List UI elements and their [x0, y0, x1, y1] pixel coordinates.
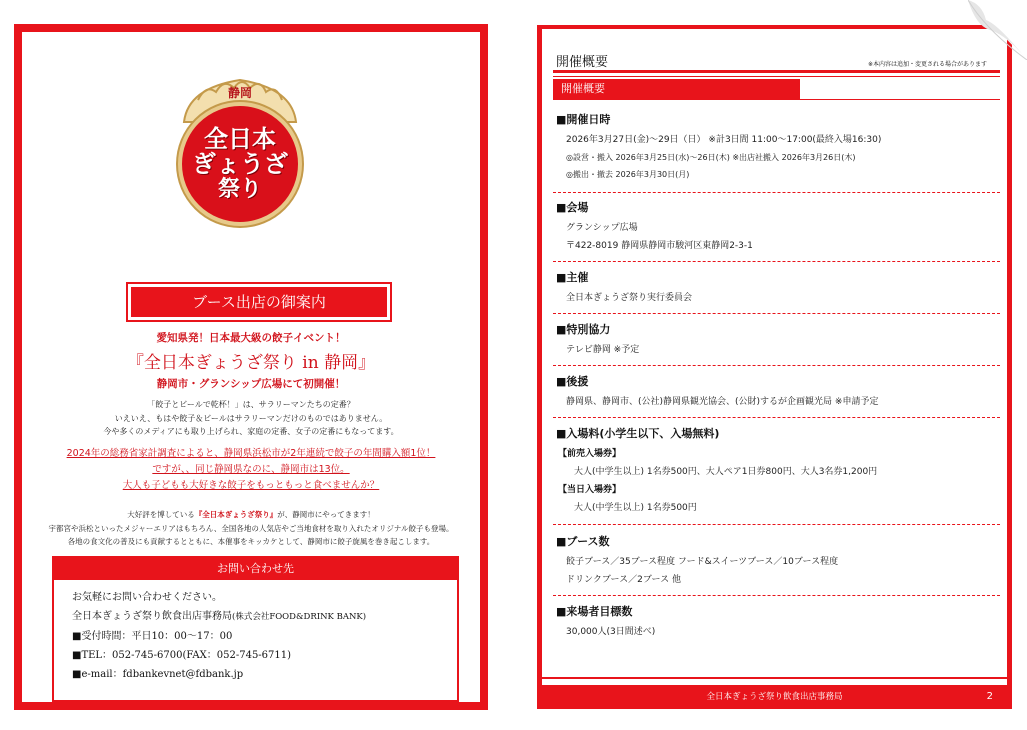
stat-line: 大人も子どもも大好きな餃子をもっともっと食べませんか？	[122, 480, 380, 491]
contact-hours: ■受付時間：平日10：00～17：00	[72, 631, 233, 642]
title-rule	[553, 70, 1000, 73]
cooperation-name: テレビ静岡 ※予定	[566, 345, 640, 355]
body-text	[22, 508, 480, 549]
section-support	[556, 373, 996, 411]
footer-office: 全日本ぎょうざ祭り飲食出店事務局	[706, 692, 843, 702]
cooperation-heading: ■特別協力	[556, 323, 611, 336]
page-title: 開催概要	[556, 55, 609, 70]
section-booths	[556, 533, 996, 589]
venue-address: 〒422-8019 静岡県静岡市駿河区東静岡2-3-1	[566, 241, 753, 251]
section-venue	[556, 199, 996, 255]
contact-heading: お問い合わせ先	[54, 558, 457, 580]
stat-line: 2024年の総務省家計調査によると、静岡県浜松市が2年連続で餃子の年間購入額1位！	[66, 448, 436, 459]
logo-red-circle	[178, 102, 302, 226]
organizer-heading: ■主催	[556, 271, 589, 284]
contact-office: 全日本ぎょうざ祭り飲食出店事務局	[72, 611, 232, 622]
advance-label: 【前売入場券】	[558, 449, 622, 459]
venue-line: 静岡市・グランシップ広場にて初開催！	[156, 378, 346, 390]
section-band: 開催概要	[553, 79, 800, 99]
stats-text	[22, 446, 480, 494]
intro-line: 今や多くのメディアにも取り上げられ、家庭の定番、女子の定番にもなってます。	[103, 427, 399, 436]
support-names: 静岡県、静岡市、(公社)静岡県観光協会、(公財)するが企画観光局 ※申請予定	[566, 397, 879, 407]
festival-logo	[176, 70, 304, 260]
contact-greeting: お気軽にお問い合わせください。	[72, 592, 222, 603]
logo-text-1: 全日本	[204, 125, 276, 154]
contact-box	[52, 556, 459, 702]
page-number: 2	[986, 691, 993, 702]
dates-heading: ■開催日時	[556, 113, 611, 126]
contact-email[interactable]: ■e-mail：fdbankevnet@fdbank.jp	[72, 669, 244, 680]
dates-setup: ◎設営・搬入 2026年3月25日(水)～26日(木) ※出店社搬入 2026年3月26日(木)	[566, 153, 856, 162]
divider	[553, 365, 1000, 366]
page-curl-icon	[968, 0, 1027, 60]
support-heading: ■後援	[556, 375, 589, 388]
divider	[553, 313, 1000, 314]
booths-line1: 餃子ブース／35ブース程度 フード&スイーツブース／10ブース程度	[566, 557, 839, 567]
body-post: が、静岡市にやってきます！	[277, 510, 375, 519]
visitors-heading: ■来場者目標数	[556, 605, 633, 618]
tickets-heading: ■入場料(小学生以下、入場無料)	[556, 427, 720, 440]
title-rule-thin	[553, 76, 1000, 77]
body-line: 宇都宮や浜松といったメジャーエリアはもちろん、全国各地の人気店やご当地食材を取り入れたオリジナル餃子も登場。	[48, 523, 454, 533]
section-cooperation	[556, 321, 996, 359]
page-footer	[542, 685, 1007, 709]
change-note: ※本内容は追加・変更される場合があります	[868, 61, 988, 68]
divider	[553, 524, 1000, 525]
intro-text	[22, 398, 480, 439]
visitors-value: 30,000人(3日間述べ)	[566, 627, 656, 637]
intro-line: いえいえ、もはや餃子＆ビールはサラリーマンだけのものではありません。	[114, 413, 388, 423]
logo-text-3: 祭り	[217, 176, 262, 202]
booth-guide-title: ブース出店の御案内	[130, 286, 388, 318]
divider	[553, 595, 1000, 596]
section-dates	[556, 111, 996, 183]
section-organizer	[556, 269, 996, 307]
logo-text-2: ぎょうざ	[192, 150, 288, 179]
contact-tel[interactable]: ■TEL：052-745-6700(FAX：052-745-6711)	[72, 650, 292, 661]
divider	[553, 417, 1000, 418]
divider	[553, 192, 1000, 193]
body-pre: 大好評を博している	[127, 510, 195, 519]
contact-company: (株式会社FOOD&DRINK BANK)	[232, 612, 367, 622]
venue-name: グランシップ広場	[566, 223, 638, 233]
door-label: 【当日入場券】	[558, 485, 622, 495]
door-prices: 大人(中学生以上) 1名券500円	[574, 503, 697, 513]
divider	[553, 261, 1000, 262]
stat-line: ですが、、同じ静岡県なのに、静岡市は13位。	[152, 464, 350, 475]
organizer-name: 全日本ぎょうざ祭り実行委員会	[566, 293, 693, 303]
section-visitors	[556, 603, 996, 641]
body-event-name: 『全日本ぎょうざ祭り』	[194, 510, 278, 519]
body-line: 各地の食文化の普及にも貢献するとともに、本催事をキッカケとして、静岡市に餃子旋風を巻き起こします。	[67, 537, 435, 546]
band-rule	[553, 99, 1000, 100]
booths-heading: ■ブース数	[556, 535, 610, 548]
dates-main: 2026年3月27日(金)～29日（日） ※計3日間 11:00～17:00(最終入場16:30)	[566, 135, 882, 145]
booths-line2: ドリンクブース／2ブース 他	[566, 575, 681, 585]
event-name: 『全日本ぎょうざ祭り in 静岡』	[126, 353, 376, 373]
catch-copy: 愛知県発！日本最大級の餃子イベント！	[156, 332, 346, 344]
venue-heading: ■会場	[556, 201, 589, 214]
right-page	[537, 25, 1012, 709]
advance-prices: 大人(中学生以上) 1名券500円、大人ペア1日券800円、大人3名券1,200円	[574, 467, 878, 477]
section-tickets	[556, 425, 996, 517]
logo-city-label: 静岡	[227, 86, 252, 100]
dates-teardown: ◎搬出・撤去 2026年3月30日(月)	[566, 170, 690, 179]
left-page	[14, 24, 488, 710]
footer-rule	[542, 677, 1007, 679]
intro-line: 「餃子とビールで乾杯！」は、サラリーマンたちの定番？	[147, 400, 355, 409]
